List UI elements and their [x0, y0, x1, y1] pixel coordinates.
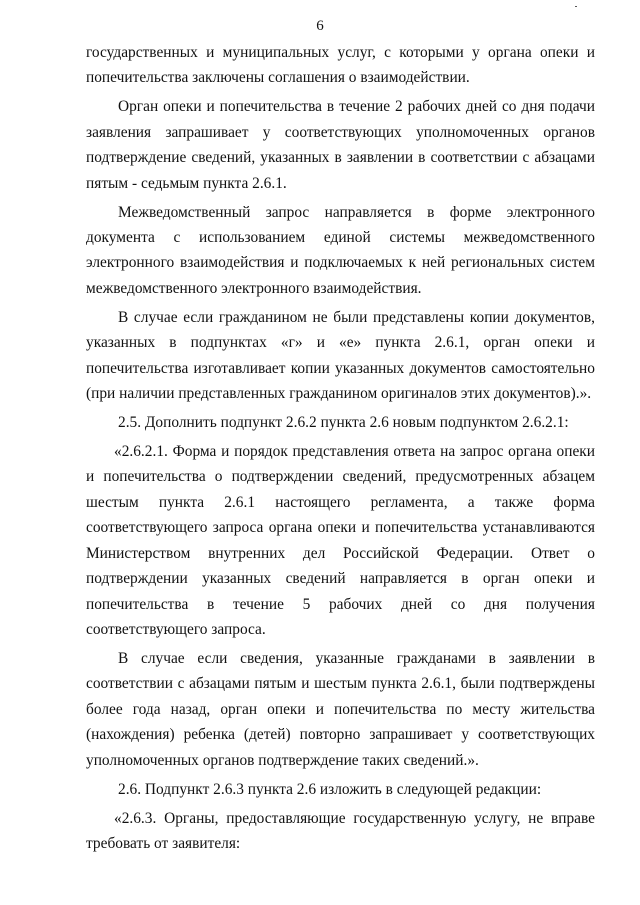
scan-mark — [575, 6, 577, 7]
page-number: 6 — [316, 18, 324, 34]
paragraph-interagency-request: Межведомственный запрос направляется в форме электронного документа с использованием единой системы межведомственного электронного взаимодействия и подключаемых к ней региональных систем межведомственного электронного взаимодействия. — [86, 203, 595, 297]
paragraph-subclause-2-6-3: «2.6.3. Органы, предоставляющие государственную услугу, не вправе требовать от заявителя: — [86, 809, 595, 852]
paragraph-repeat-request: В случае если сведения, указанные гражданами в заявлении в соответствии с абзацами пятым и шестым пункта 2.6.1, были подтверждены более года назад, орган опеки и попечительства по месту жительства (нахождения) ребенка (детей) повторно запрашивает у соответствующих уполномоченных органов подтверждение таких сведений.». — [86, 649, 595, 769]
document-body — [86, 40, 595, 860]
paragraph-document-copies: В случае если гражданином не были представлены копии документов, указанных в подпунктах «г» и «е» пункта 2.6.1, орган опеки и попечительства изготавливает копии указанных документов самостоятельно (при наличии представленных гражданином оригиналов этих документов).». — [86, 308, 595, 403]
paragraph-amendment-2-6: 2.6. Подпункт 2.6.3 пункта 2.6 изложить в следующей редакции: — [118, 780, 542, 798]
paragraph-continuation: государственных и муниципальных услуг, с которыми у органа опеки и попечительства заключены соглашения о взаимодействии. — [86, 44, 595, 87]
paragraph-request-deadline: Орган опеки и попечительства в течение 2 рабочих дней со дня подачи заявления запрашивает у соответствующих уполномоченных органов подтверждение сведений, указанных в заявлении в соответствии с абзацами пятым - седьмым пункта 2.6.1. — [86, 98, 595, 192]
paragraph-amendment-2-5: 2.5. Дополнить подпункт 2.6.2 пункта 2.6 новым подпунктом 2.6.2.1: — [118, 414, 569, 432]
paragraph-subclause-2-6-2-1: «2.6.2.1. Форма и порядок представления ответа на запрос органа опеки и попечительства о подтверждении сведений, предусмотренных абзацем шестым пункта 2.6.1 настоящего регламента, а также форма соответствующего запроса органа опеки и попечительства устанавливаются Министерством внутренних дел Российской Федерации. Ответ о подтверждении указанных сведений направляется в орган опеки и попечительства в течение 5 рабочих дней со дня получения соответствующего запроса. — [86, 443, 595, 638]
